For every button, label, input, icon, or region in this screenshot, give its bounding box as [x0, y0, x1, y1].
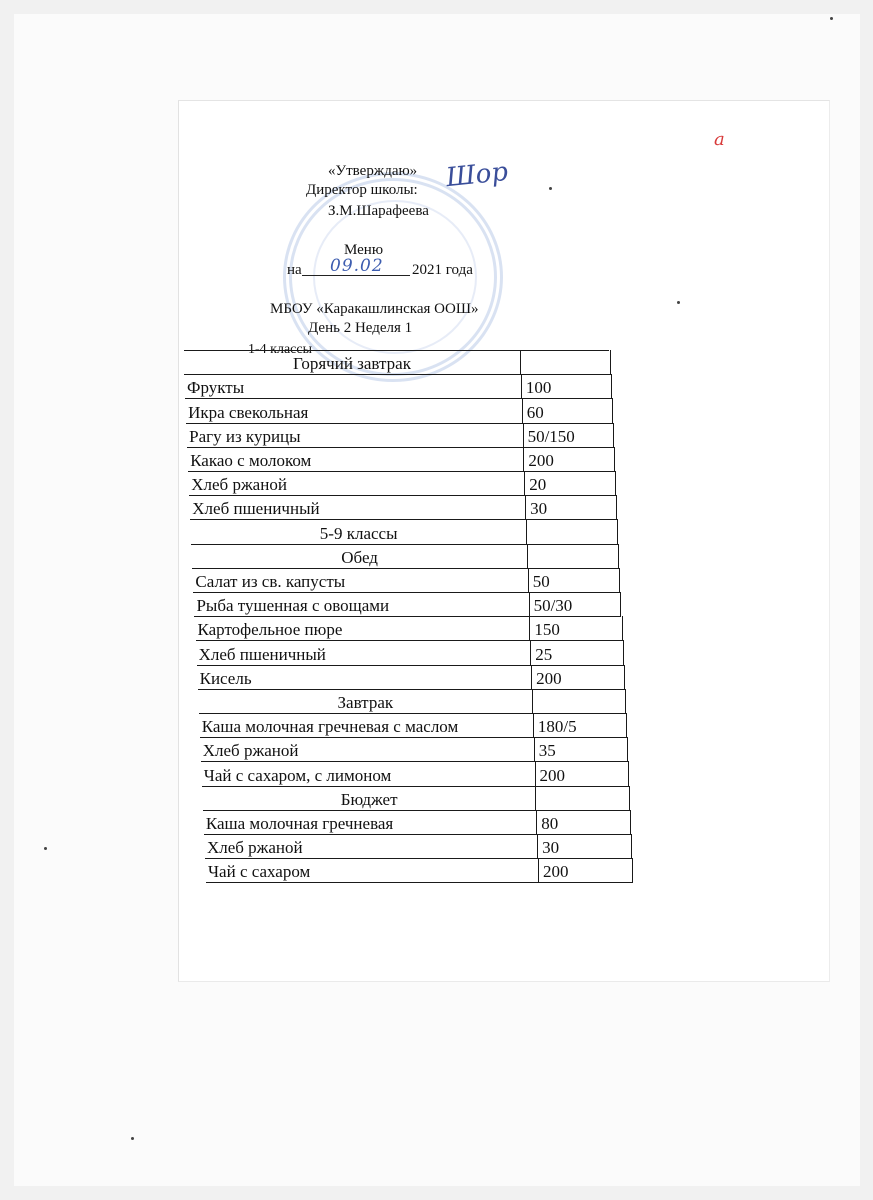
- section-title: 5-9 классы: [319, 523, 398, 543]
- dish-quantity: 60: [526, 402, 544, 422]
- section-title: Бюджет: [340, 789, 398, 809]
- table-row: [189, 471, 614, 495]
- table-row: [185, 374, 610, 398]
- dish-name: Хлеб ржаной: [206, 838, 303, 858]
- dish-quantity: 50/150: [527, 426, 575, 446]
- quantity-cell: [522, 398, 613, 423]
- dish-quantity: 50/30: [533, 596, 573, 616]
- quantity-cell: [529, 616, 622, 641]
- dish-quantity: 200: [539, 765, 566, 785]
- dish-quantity: 80: [541, 813, 559, 833]
- dish-cell: [202, 761, 535, 786]
- dish-name: Кисель: [199, 668, 252, 688]
- dish-name: Рагу из курицы: [189, 426, 301, 446]
- quantity-cell: [525, 495, 617, 520]
- dish-name: Чай с сахаром, с лимоном: [203, 765, 392, 785]
- dish-cell: [205, 834, 537, 859]
- quantity-cell: [524, 471, 616, 496]
- quantity-cell: [532, 689, 626, 714]
- quantity-cell: [538, 858, 633, 883]
- table-row: [197, 640, 622, 664]
- table-row: [202, 761, 627, 785]
- quantity-cell: [529, 592, 622, 617]
- dish-quantity: 200: [543, 862, 569, 882]
- section-header-row: [192, 544, 617, 568]
- table-row: [204, 810, 629, 834]
- table-row: [198, 665, 623, 689]
- dish-name: Каша молочная гречневая с маслом: [201, 717, 459, 737]
- dish-quantity: 50: [532, 571, 550, 591]
- table-row: [187, 423, 612, 447]
- section-title: Горячий завтрак: [293, 354, 411, 374]
- quantity-cell: [528, 568, 621, 593]
- dish-quantity: 150: [534, 620, 560, 640]
- dish-cell: [192, 544, 526, 569]
- speck: [830, 17, 833, 20]
- quantity-cell: [523, 423, 615, 448]
- dish-cell: [185, 374, 521, 399]
- quantity-cell: [526, 519, 618, 544]
- dish-cell: [188, 447, 523, 472]
- dish-cell: [196, 616, 530, 641]
- dish-name: Салат из св. капусты: [195, 571, 346, 591]
- section-header-row: [184, 350, 609, 374]
- dish-quantity: 30: [530, 499, 548, 519]
- dish-cell: [191, 519, 526, 544]
- year-text: 2021 года: [412, 262, 473, 278]
- dish-quantity: 200: [528, 450, 554, 470]
- grades-1-4-label: 1-4 классы: [248, 342, 312, 357]
- dish-name: Хлеб ржаной: [191, 475, 287, 495]
- day-week: День 2 Неделя 1: [308, 320, 413, 336]
- table-row: [193, 568, 618, 592]
- approve-line: «Утверждаю»: [328, 163, 418, 179]
- dish-cell: [194, 592, 528, 617]
- dish-quantity: 35: [538, 741, 556, 761]
- speck: [44, 847, 47, 850]
- dish-quantity: 25: [535, 644, 553, 664]
- dish-name: Какао с молоком: [190, 450, 312, 470]
- menu-title: Меню: [344, 242, 384, 258]
- speck: [677, 301, 680, 304]
- school-name: МБОУ «Каракашлинская ООШ»: [270, 301, 479, 317]
- red-ink-mark: a: [714, 129, 725, 150]
- table-row: [190, 495, 615, 519]
- dish-cell: [201, 737, 534, 762]
- dish-quantity: 180/5: [537, 717, 577, 737]
- dish-cell: [206, 858, 538, 883]
- dish-cell: [199, 689, 532, 714]
- dish-name: Икра свекольная: [188, 402, 309, 422]
- quantity-cell: [533, 713, 627, 738]
- quantity-cell: [527, 544, 620, 569]
- dish-name: Хлеб ржаной: [202, 741, 299, 761]
- section-header-row: [191, 519, 616, 543]
- dish-name: Хлеб пшеничный: [192, 499, 320, 519]
- dish-name: Каша молочная гречневая: [205, 813, 394, 833]
- quantity-cell: [534, 737, 628, 762]
- quantity-cell: [530, 640, 623, 665]
- quantity-cell: [535, 786, 629, 811]
- quantity-cell: [536, 810, 631, 835]
- handwritten-date: 09.02: [330, 256, 384, 276]
- dish-name: Фрукты: [187, 378, 245, 398]
- quantity-cell: [523, 447, 615, 472]
- table-row: [194, 592, 619, 616]
- dish-quantity: 30: [542, 838, 560, 858]
- quantity-cell: [537, 834, 632, 859]
- dish-name: Чай с сахаром: [208, 862, 311, 882]
- section-title: Обед: [341, 547, 378, 567]
- dish-cell: [200, 713, 533, 738]
- table-row: [205, 834, 630, 858]
- dish-quantity: 200: [536, 668, 562, 688]
- dish-quantity: 100: [525, 378, 552, 398]
- director-signature: Шор: [444, 156, 510, 194]
- table-row: [206, 858, 631, 882]
- table-row: [196, 616, 621, 640]
- table-row: [186, 398, 611, 422]
- section-header-row: [199, 689, 624, 713]
- dish-cell: [184, 350, 520, 375]
- dish-cell: [190, 495, 525, 520]
- director-line: Директор школы:: [306, 182, 418, 198]
- dish-cell: [203, 786, 536, 811]
- dish-cell: [204, 810, 536, 835]
- dish-quantity: 20: [529, 475, 547, 495]
- director-name: З.М.Шарафеева: [328, 203, 429, 219]
- dish-cell: [189, 471, 524, 496]
- quantity-cell: [521, 374, 612, 399]
- speck: [549, 187, 552, 190]
- speck: [131, 1137, 134, 1140]
- quantity-cell: [535, 761, 629, 786]
- dish-name: Рыба тушенная с овощами: [196, 596, 390, 616]
- dish-cell: [187, 423, 522, 448]
- quantity-cell: [520, 350, 611, 375]
- dish-cell: [197, 640, 531, 665]
- table-row: [201, 737, 626, 761]
- dish-cell: [198, 665, 532, 690]
- dish-name: Картофельное пюре: [197, 620, 343, 640]
- section-header-row: [203, 786, 628, 810]
- quantity-cell: [531, 665, 624, 690]
- section-title: Завтрак: [337, 692, 394, 712]
- dish-name: Хлеб пшеничный: [198, 644, 326, 664]
- table-row: [188, 447, 613, 471]
- dish-cell: [193, 568, 527, 593]
- date-prefix: на: [287, 262, 302, 278]
- table-row: [200, 713, 625, 737]
- dish-cell: [186, 398, 522, 423]
